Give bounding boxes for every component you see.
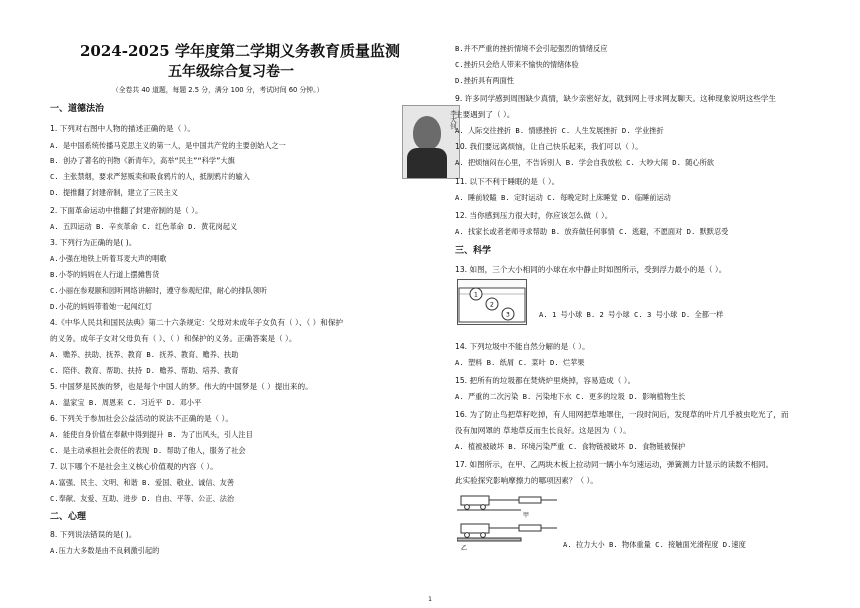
question-12: 12. 当你感到压力很大时，你应该怎么做（ ）。 [455, 211, 613, 220]
question-16: 16. 为了防止鸟把草籽吃掉，有人用网把草地罩住，一段时间后，发现草的叶片几乎被虫吃光了，而 [455, 410, 789, 419]
option-8b: B.并不严重的挫折情境不会引起强烈的情绪反应 [455, 44, 608, 53]
page-subtitle: 五年级综合复习卷一 [168, 64, 294, 80]
question-13: 13. 如图，三个大小相同的小球在水中静止时如图所示，受到浮力最小的是（ ）。 [455, 265, 727, 274]
options-6cd: C. 是主动承担社会责任的表现 D. 帮助了他人，服务了社会 [50, 446, 246, 455]
floating-balls-figure [457, 279, 527, 325]
question-7: 7. 以下哪个不是社会主义核心价值观的内容（ ）。 [50, 462, 218, 471]
section-heading-morality: 一、道德法治 [50, 104, 105, 114]
board-b [457, 538, 521, 541]
spring-scale-b [519, 525, 541, 531]
page-title: 2024-2025 学年度第二学期义务教育质量监测 [80, 42, 400, 60]
exam-note: （全卷共 40 道题，每题 2.5 分，满分 100 分，考试时间 60 分钟。） [112, 86, 324, 94]
option-1a: A. 是中国系统传播马克思主义的第一人，是中国共产党的主要创始人之一 [50, 141, 286, 150]
options-5: A. 温家宝 B. 周恩来 C. 习近平 D. 邓小平 [50, 398, 202, 407]
options-7cd: C.奉献、友爱、互助、进步 D. 自由、平等、公正、法治 [50, 494, 235, 503]
portrait-face [413, 116, 441, 150]
figure-label-b: 乙 [461, 545, 468, 552]
question-15: 15. 把所有的垃圾都在焚烧炉里烧掉，容易造成（ ）。 [455, 376, 636, 385]
spring-scale-a [519, 497, 541, 503]
ball-2-label: 2 [490, 301, 494, 309]
question-3: 3. 下列行为正确的是( )。 [50, 238, 137, 247]
option-3c: C.小丽在参观颐和园听网络讲解时，遵守参观纪律，耐心的排队领听 [50, 286, 268, 295]
question-1: 1. 下列对右图中人物的描述正确的是（ ）。 [50, 124, 195, 133]
question-17: 17. 如图所示，在甲、乙两块木板上拉动同一辆小车匀速运动，弹簧测力计显示的读数不相同。 [455, 460, 774, 469]
question-11: 11. 以下不利于睡眠的是（ ）。 [455, 177, 560, 186]
question-4-continued: 的义务。成年子女对父母负有（ ）、（ ）和保护的义务。正确答案是（ ）。 [50, 334, 297, 343]
option-1d: D. 提推翻了封建帝制，建立了三民主义 [50, 188, 178, 197]
cart-b [461, 524, 489, 533]
options-10: A. 把烦恼闷在心里，不告诉别人 B. 学会自我放松 C. 大吵大闹 D. 随心所欲 [455, 158, 714, 167]
options-13: A. 1 号小球 B. 2 号小球 C. 3 号小球 D. 全都一样 [539, 310, 724, 319]
section-heading-science: 三、科学 [455, 246, 492, 256]
options-6ab: A. 能使自身价值在奉献中得到提升 B. 为了出风头，引人注目 [50, 430, 253, 439]
ball-1-label: 1 [474, 291, 478, 299]
option-8d: D.挫折具有两面性 [455, 76, 514, 85]
question-2: 2. 下面革命运动中推翻了封建帝制的是（ ）。 [50, 206, 203, 215]
options-14: A. 塑料 B. 纸屑 C. 菜叶 D. 烂苹果 [455, 358, 585, 367]
question-17-continued: 此实验探究影响摩擦力的哪项因素？（ ）。 [455, 476, 598, 485]
ball-3-label: 3 [506, 311, 510, 319]
question-5: 5. 中国梦是民族的梦，也是每个中国人的梦。伟大的中国梦是（ ）提出来的。 [50, 382, 313, 391]
portrait-photo [402, 105, 460, 179]
question-6: 6. 下列关于参加社会公益活动的说法不正确的是（ ）。 [50, 414, 233, 423]
cart-a [461, 496, 489, 505]
question-10: 10. 我们要远离烦恼，让自己快乐起来，我们可以（ ）。 [455, 142, 643, 151]
figure-label-a: 甲 [523, 512, 530, 519]
cart-a-wheel-1 [465, 505, 470, 510]
question-14: 14. 下列垃圾中不能自然分解的是（ ）。 [455, 342, 590, 351]
option-3b: B.小苓的妈妈在人行道上摆摊售货 [50, 270, 160, 279]
options-4cd: C. 陪伴、教育、帮助、扶持 D. 赡养、帮助、培养、教育 [50, 366, 239, 375]
options-12: A. 找家长或者老师寻求帮助 B. 放弃做任何事情 C. 逃避，不愿面对 D. 默默忍受 [455, 227, 729, 236]
options-7ab: A.富强、民主、文明、和谐 B. 爱国、敬业、诚信、友善 [50, 478, 235, 487]
option-1b: B. 创办了著名的刊物《新青年》，高举“民主”“科学”大旗 [50, 156, 235, 165]
options-17: A. 拉力大小 B. 物体重量 C. 接触面光滑程度 D.速度 [563, 540, 746, 549]
cart-b-wheel-1 [465, 533, 470, 538]
question-8: 8. 下列说法错误的是( )。 [50, 530, 137, 539]
cart-b-wheel-2 [481, 533, 486, 538]
option-1c: C. 主张禁烟，要求严惩贩卖和吸食鸦片的人，抵制鸦片的输入 [50, 172, 250, 181]
option-3d: D.小花的妈妈带着她一起闯红灯 [50, 302, 153, 311]
portrait-caption: 李大钊 [449, 110, 457, 130]
cart-a-wheel-2 [481, 505, 486, 510]
option-8a: A.压力大多数是由不良刺激引起的 [50, 546, 160, 555]
options-4ab: A. 赡养、扶助、抚养、教育 B. 抚养、教育、赡养、扶助 [50, 350, 239, 359]
options-15: A. 严重的二次污染 B. 污染地下水 C. 更多的垃圾 D. 影响植物生长 [455, 392, 686, 401]
question-9: 9. 许多同学感到周围缺少真情，缺少亲密好友，就到网上寻求网友聊天。这种现象说明这些学生 [455, 94, 776, 103]
options-11: A. 睡前较瞌 B. 定时运动 C. 每晚定时上床睡觉 D. 临睡前运动 [455, 193, 671, 202]
options-2: A. 五四运动 B. 辛亥革命 C. 红色革命 D. 黄花岗起义 [50, 222, 238, 231]
question-16-continued: 没有加网罩的 草地草反而生长良好。这是因为（ ）。 [455, 426, 631, 435]
section-heading-psychology: 二、心理 [50, 512, 87, 522]
option-3a: A.小强在地铁上听着耳麦大声的唱歌 [50, 254, 167, 263]
page-number: 1 [428, 596, 432, 603]
options-9: A. 人际交往挫折 B. 情感挫折 C. 人生发展挫折 D. 学业挫折 [455, 126, 664, 135]
question-4: 4.《中华人民共和国民法典》第二十六条规定：父母对未成年子女负有（ ）、（ ）和保护 [50, 318, 344, 327]
options-16: A. 植被被破坏 B. 环境污染严重 C. 食物链被破坏 D. 食物链被保护 [455, 442, 686, 451]
option-8c: C.挫折只会给人带来不愉快的情绪体验 [455, 60, 579, 69]
friction-cart-figure [457, 490, 561, 552]
question-9-continued: 主要遇到了（ ）。 [455, 110, 515, 119]
portrait-body [407, 148, 447, 178]
